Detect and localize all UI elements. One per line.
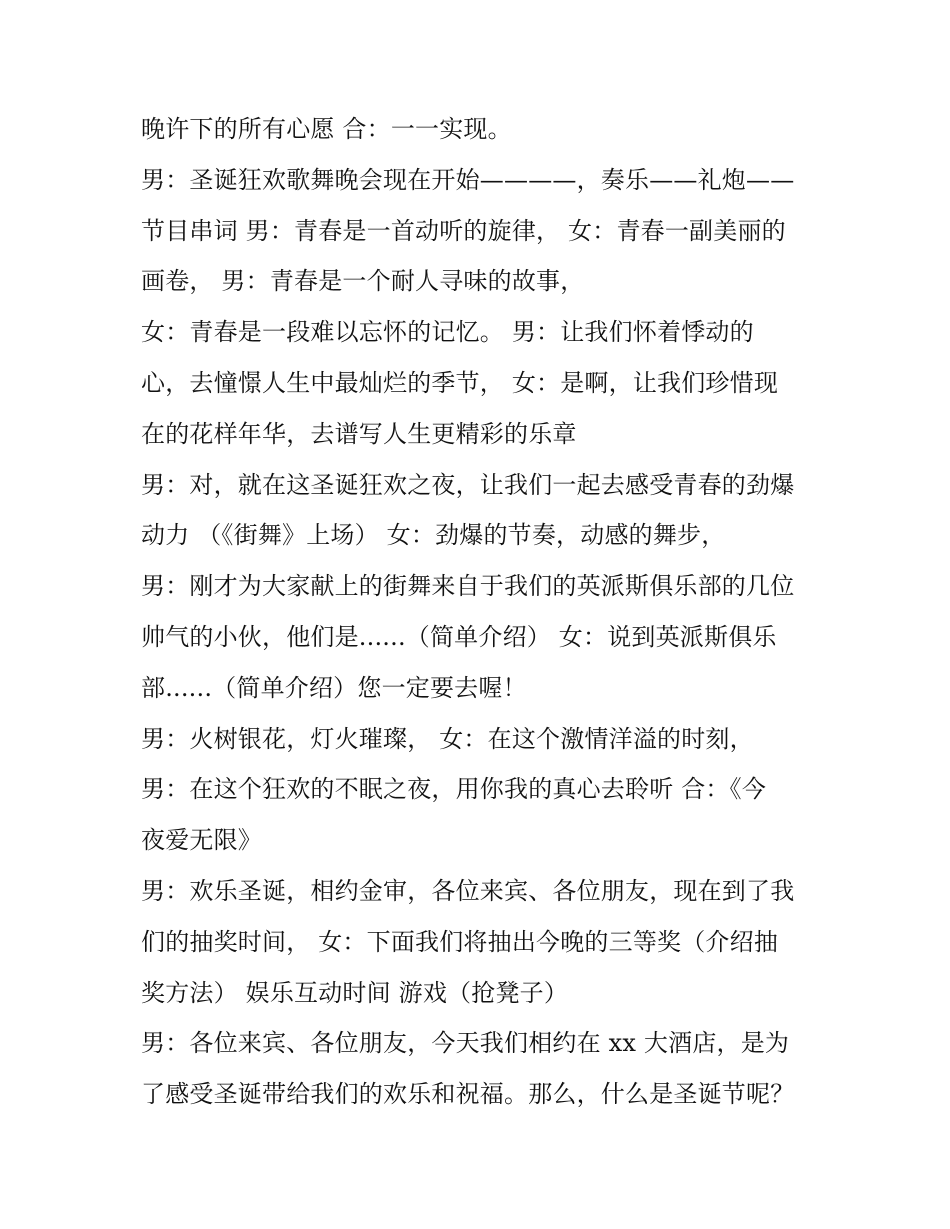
text-line: 部......（简单介绍）您一定要去喔！ <box>141 673 527 702</box>
text-line: 心，去憧憬人生中最灿烂的季节， 女：是啊，让我们珍惜现 <box>141 368 779 397</box>
text-line: 男：欢乐圣诞，相约金审，各位来宾、各位朋友，现在到了我 <box>141 876 795 905</box>
text-line: 男：圣诞狂欢歌舞晚会现在开始————，奏乐——礼炮—— <box>141 165 795 194</box>
text-line: 动力 （《街舞》上场） 女：劲爆的节奏，动感的舞步， <box>141 521 726 550</box>
text-line: 了感受圣诞带给我们的欢乐和祝福。那么，什么是圣诞节呢？ <box>141 1080 795 1109</box>
text-line: 画卷， 男：青春是一个耐人寻味的故事， <box>141 267 585 296</box>
text-line: 男：对，就在这圣诞狂欢之夜，让我们一起去感受青春的劲爆 <box>141 470 795 499</box>
text-line: 男：各位来宾、各位朋友，今天我们相约在 xx 大酒店，是为 <box>141 1029 790 1058</box>
document-body <box>141 104 821 1120</box>
text-line: 夜爱无限》 <box>141 826 262 855</box>
text-line: 节目串词 男：青春是一首动听的旋律， 女：青春一副美丽的 <box>141 216 786 245</box>
text-line: 奖方法） 娱乐互动时间 游戏（抢凳子） <box>141 978 569 1007</box>
text-line: 女：青春是一段难以忘怀的记忆。 男：让我们怀着悸动的 <box>141 318 754 347</box>
text-line: 男：在这个狂欢的不眠之夜，用你我的真心去聆听 合：《今 <box>141 775 767 804</box>
text-line: 男：刚才为大家献上的街舞来自于我们的英派斯俱乐部的几位 <box>141 572 795 601</box>
text-line: 们的抽奖时间， 女：下面我们将抽出今晚的三等奖（介绍抽 <box>141 927 779 956</box>
text-line: 在的花样年华，去谱写人生更精彩的乐章 <box>141 419 577 448</box>
text-line: 晚许下的所有心愿 合：一一实现。 <box>141 115 512 143</box>
text-line: 男：火树银花，灯火璀璨， 女：在这个激情洋溢的时刻， <box>141 724 754 753</box>
text-line: 帅气的小伙，他们是......（简单介绍） 女：说到英派斯俱乐 <box>141 622 777 651</box>
